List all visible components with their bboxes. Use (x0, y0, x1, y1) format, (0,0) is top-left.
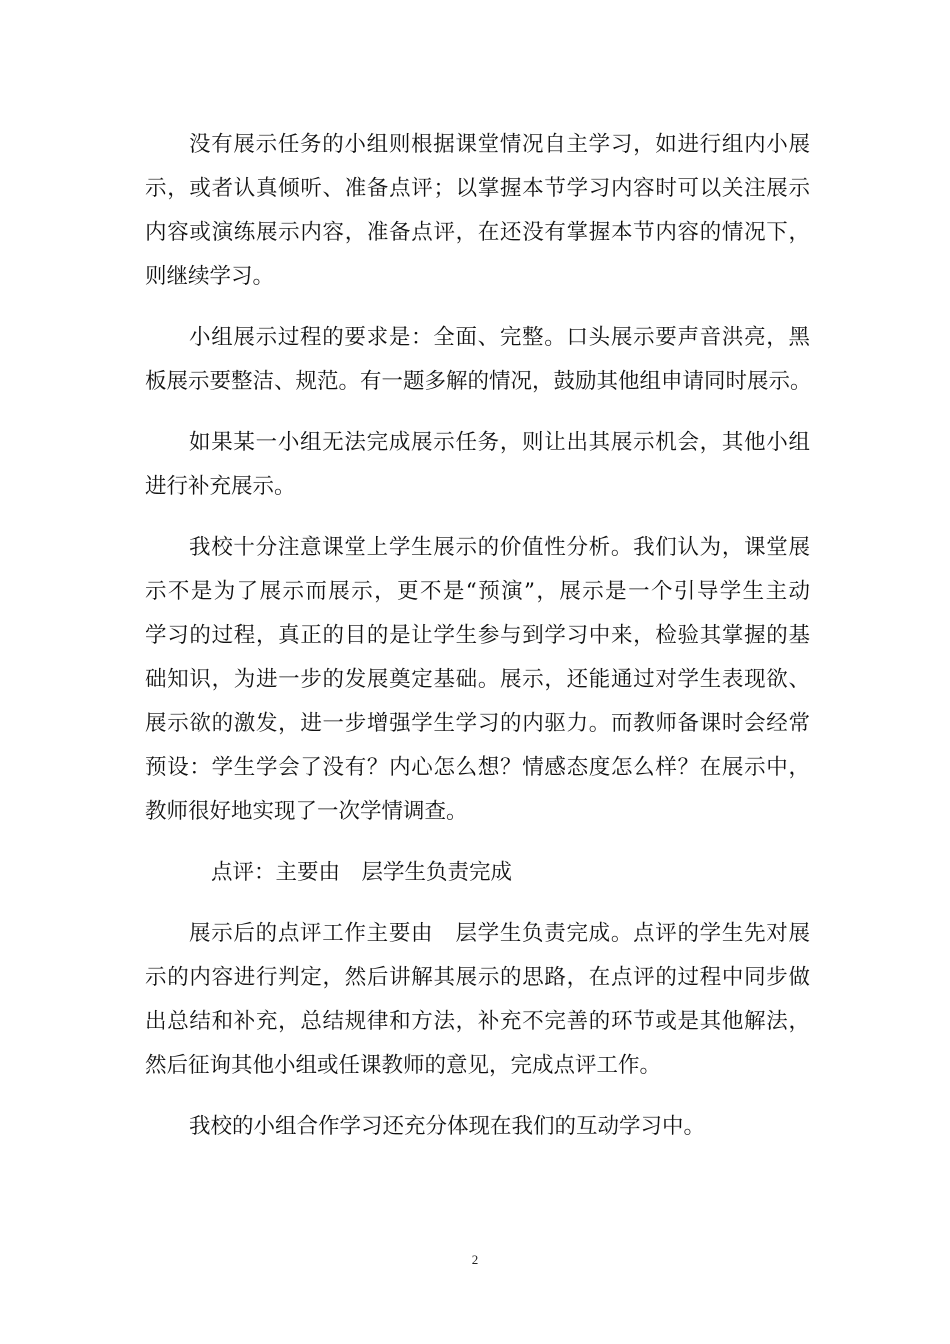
text-line: 然后征询其他小组或任课教师的意见，完成点评工作。 (145, 1053, 662, 1078)
paragraph (145, 1105, 810, 1149)
text-line: 预设：学生学会了没有？内心怎么想？情感态度怎么样？在展示中， (145, 755, 810, 780)
section-heading (145, 851, 810, 895)
text-line: 出总结和补充，总结规律和方法，补充不完善的环节或是其他解法， (145, 1009, 810, 1034)
text-line: 示，或者认真倾听、准备点评；以掌握本节学习内容时可以关注展示 (145, 176, 810, 201)
text-line: 示的内容进行判定，然后讲解其展示的思路，在点评的过程中同步做 (145, 965, 810, 990)
paragraph-spacing (145, 1088, 810, 1105)
paragraph (145, 912, 810, 1088)
text-line: 学习的过程，真正的目的是让学生参与到学习中来，检验其掌握的基 (145, 623, 810, 648)
paragraph (145, 316, 810, 404)
paragraph-spacing (145, 895, 810, 912)
paragraph-spacing (145, 299, 810, 316)
text-line: 教师很好地实现了一次学情调查。 (145, 799, 468, 824)
text-line: 如果某一小组无法完成展示任务，则让出其展示机会，其他小组 (189, 430, 810, 455)
text-line: 则继续学习。 (145, 264, 275, 289)
page-number: 2 (471, 1252, 479, 1267)
text-line: 示不是为了展示而展示，更不是“预演”，展示是一个引导学生主动 (145, 579, 810, 604)
text-line: 没有展示任务的小组则根据课堂情况自主学习，如进行组内小展 (189, 132, 810, 157)
text-line: 小组展示过程的要求是：全面、完整。口头展示要声音洪亮，黑 (189, 325, 810, 350)
text-line: 展示后的点评工作主要由 层学生负责完成。点评的学生先对展 (189, 921, 810, 946)
paragraph (145, 123, 810, 299)
paragraph (145, 421, 810, 509)
text-line: 进行补充展示。 (145, 474, 296, 499)
paragraph-spacing (145, 404, 810, 421)
text-line: 展示欲的激发，进一步增强学生学习的内驱力。而教师备课时会经常 (145, 711, 810, 736)
text-line: 板展示要整洁、规范。有一题多解的情况，鼓励其他组申请同时展示。 (145, 369, 812, 394)
text-line: 我校的小组合作学习还充分体现在我们的互动学习中。 (189, 1114, 706, 1139)
text-line: 内容或演练展示内容，准备点评，在还没有掌握本节内容的情况下， (145, 220, 810, 245)
paragraph-spacing (145, 834, 810, 851)
heading-text: 点评：主要由 层学生负责完成 (211, 860, 513, 885)
paragraph-spacing (145, 509, 810, 526)
document-body (145, 123, 810, 1149)
paragraph (145, 526, 810, 834)
text-line: 我校十分注意课堂上学生展示的价值性分析。我们认为，课堂展 (189, 535, 810, 560)
text-line: 础知识，为进一步的发展奠定基础。展示，还能通过对学生表现欲、 (145, 667, 810, 692)
